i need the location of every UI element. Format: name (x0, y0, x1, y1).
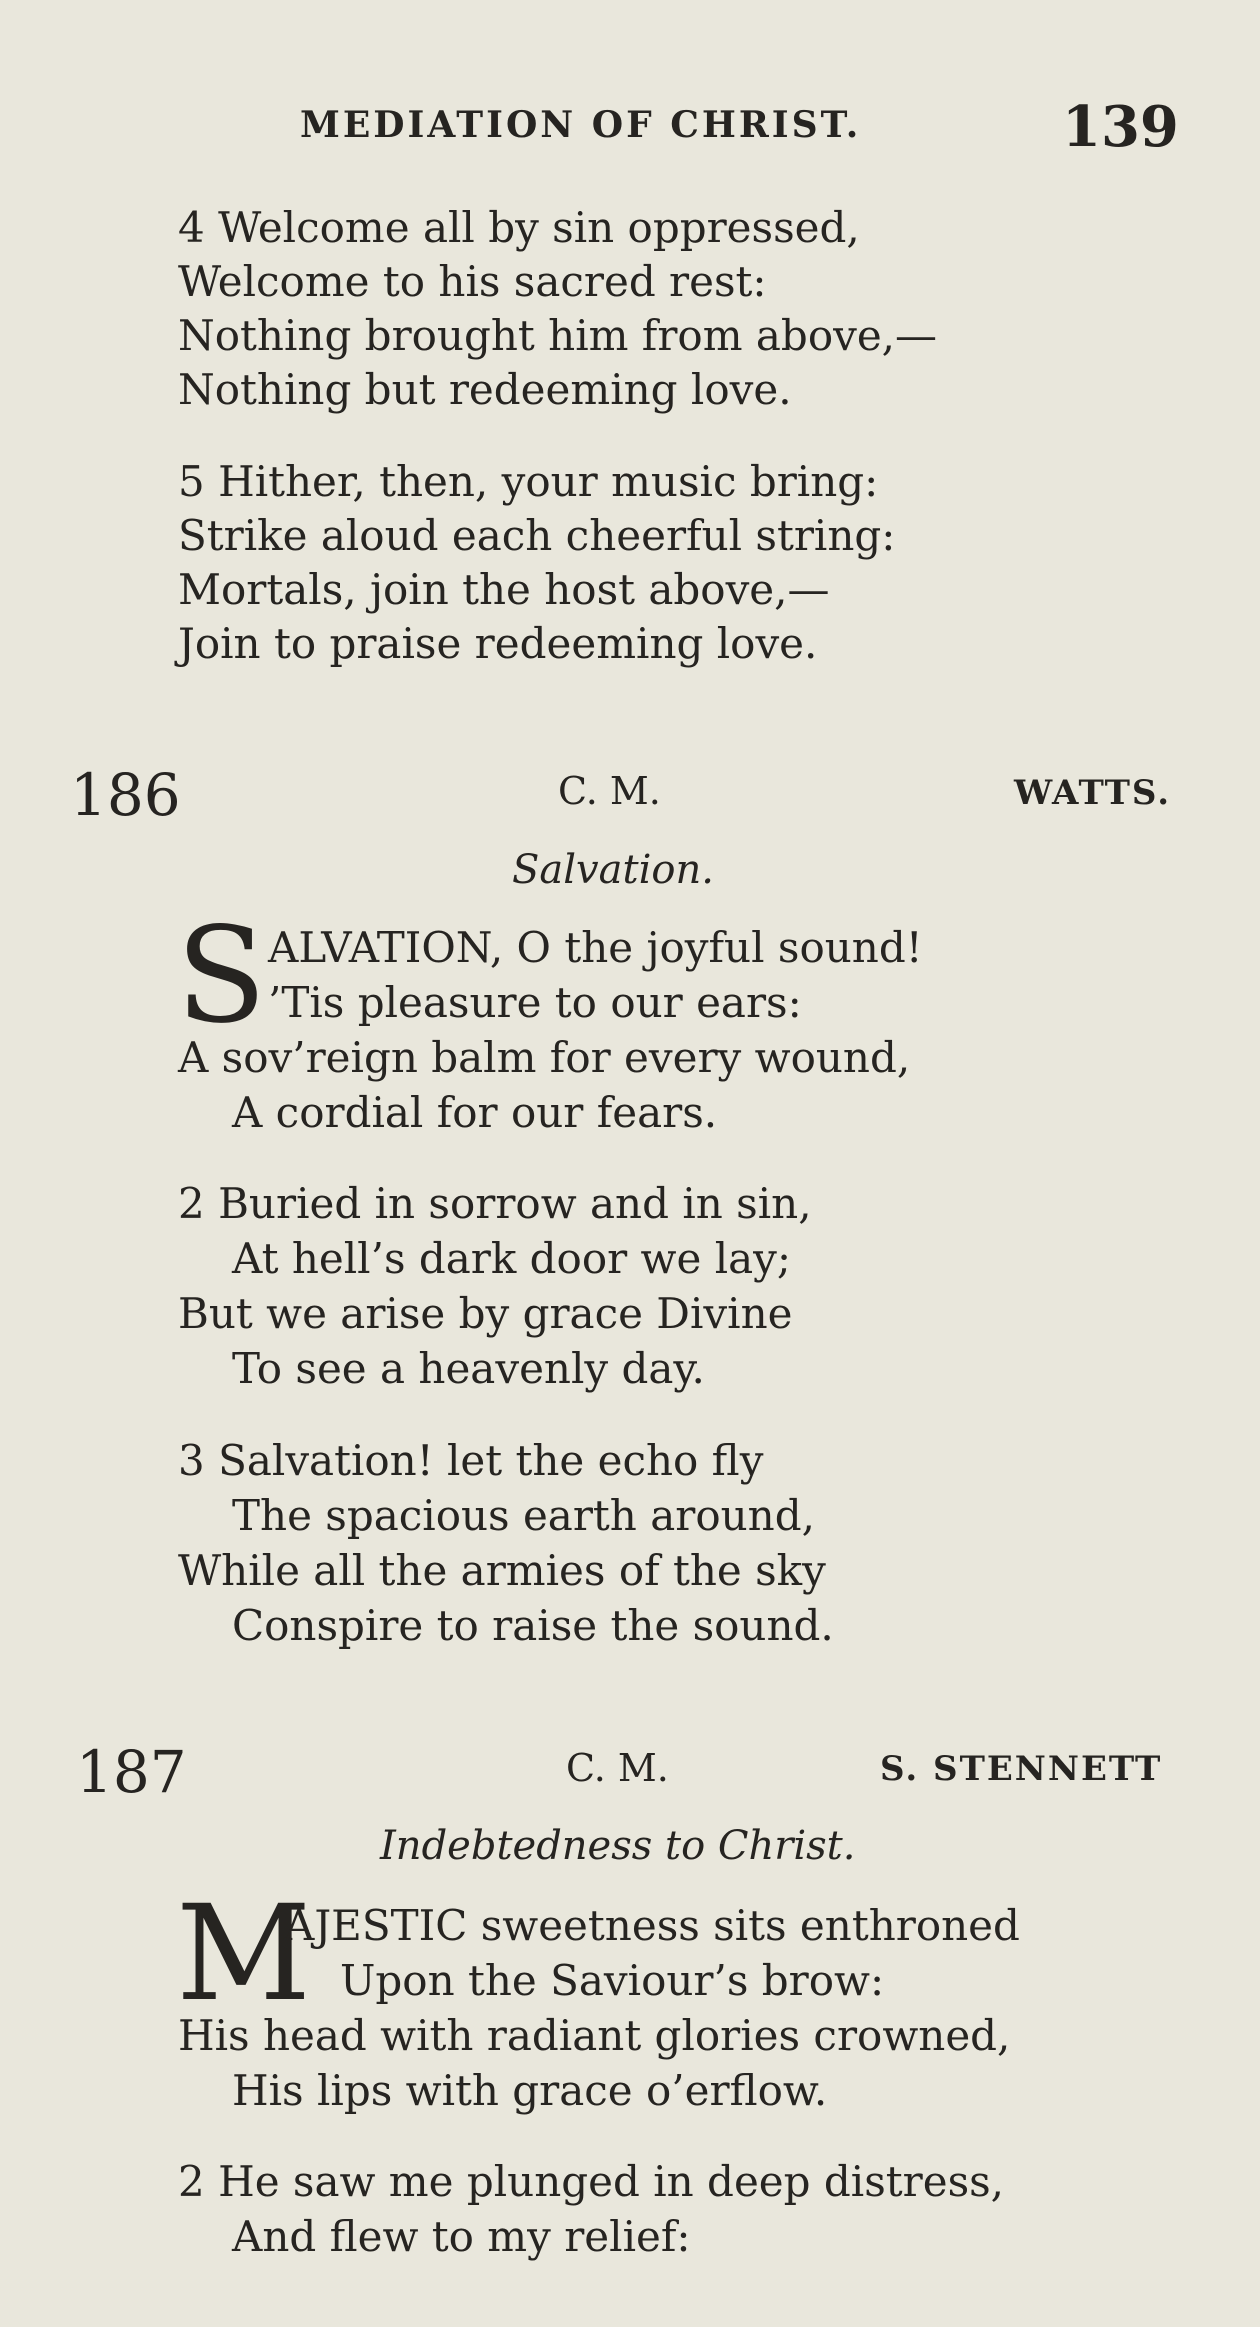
verse-line: 5 Hither, then, your music bring: (178, 457, 879, 506)
verse-line: Upon the Saviour’s brow: (340, 1956, 885, 2005)
verse-line: While all the armies of the sky (178, 1546, 826, 1595)
verse-line: Conspire to raise the sound. (232, 1601, 834, 1650)
verse-line: At hell’s dark door we lay; (232, 1234, 792, 1283)
composer: S. STENNETT (880, 1749, 1163, 1789)
hymn-title: Salvation. (512, 847, 714, 893)
verse-line: His head with radiant glories crowned, (178, 2011, 1011, 2060)
page-number: 139 (1062, 94, 1179, 160)
verse-line: And flew to my relief: (232, 2212, 691, 2261)
hymn-title: Indebtedness to Christ. (380, 1823, 856, 1869)
verse-line: ’Tis pleasure to our ears: (268, 978, 802, 1027)
running-title: MEDIATION OF CHRIST. (300, 104, 862, 146)
verse-line: But we arise by grace Divine (178, 1289, 793, 1338)
meter: C. M. (566, 1746, 669, 1790)
verse-line: Mortals, join the host above,— (178, 565, 830, 614)
verse-line: AJESTIC sweetness sits enthroned (284, 1901, 1020, 1950)
verse-line: To see a heavenly day. (232, 1344, 705, 1393)
verse-line: The spacious earth around, (232, 1491, 815, 1540)
verse-line: Nothing but redeeming love. (178, 365, 792, 414)
verse-line: Join to praise redeeming love. (178, 619, 818, 668)
verse-line: 2 Buried in sorrow and in sin, (178, 1179, 812, 1228)
verse-line: 3 Salvation! let the echo fly (178, 1436, 764, 1485)
hymn-number: 187 (76, 1738, 187, 1806)
verse-line: A sov’reign balm for every wound, (178, 1033, 911, 1082)
verse-line: Strike aloud each cheerful string: (178, 511, 896, 560)
verse-line: His lips with grace o’erflow. (232, 2066, 828, 2115)
verse-line: Welcome to his sacred rest: (178, 257, 767, 306)
drop-cap: M (176, 1877, 312, 2031)
verse-line: 2 He saw me plunged in deep distress, (178, 2157, 1005, 2206)
meter: C. M. (558, 769, 661, 813)
hymn-number: 186 (70, 761, 181, 829)
drop-cap: S (176, 899, 267, 1053)
verse-line: 4 Welcome all by sin oppressed, (178, 203, 860, 252)
composer: WATTS. (1014, 773, 1172, 813)
verse-line: A cordial for our fears. (232, 1088, 718, 1137)
verse-line: Nothing brought him from above,— (178, 311, 938, 360)
verse-line: ALVATION, O the joyful sound! (268, 923, 923, 972)
